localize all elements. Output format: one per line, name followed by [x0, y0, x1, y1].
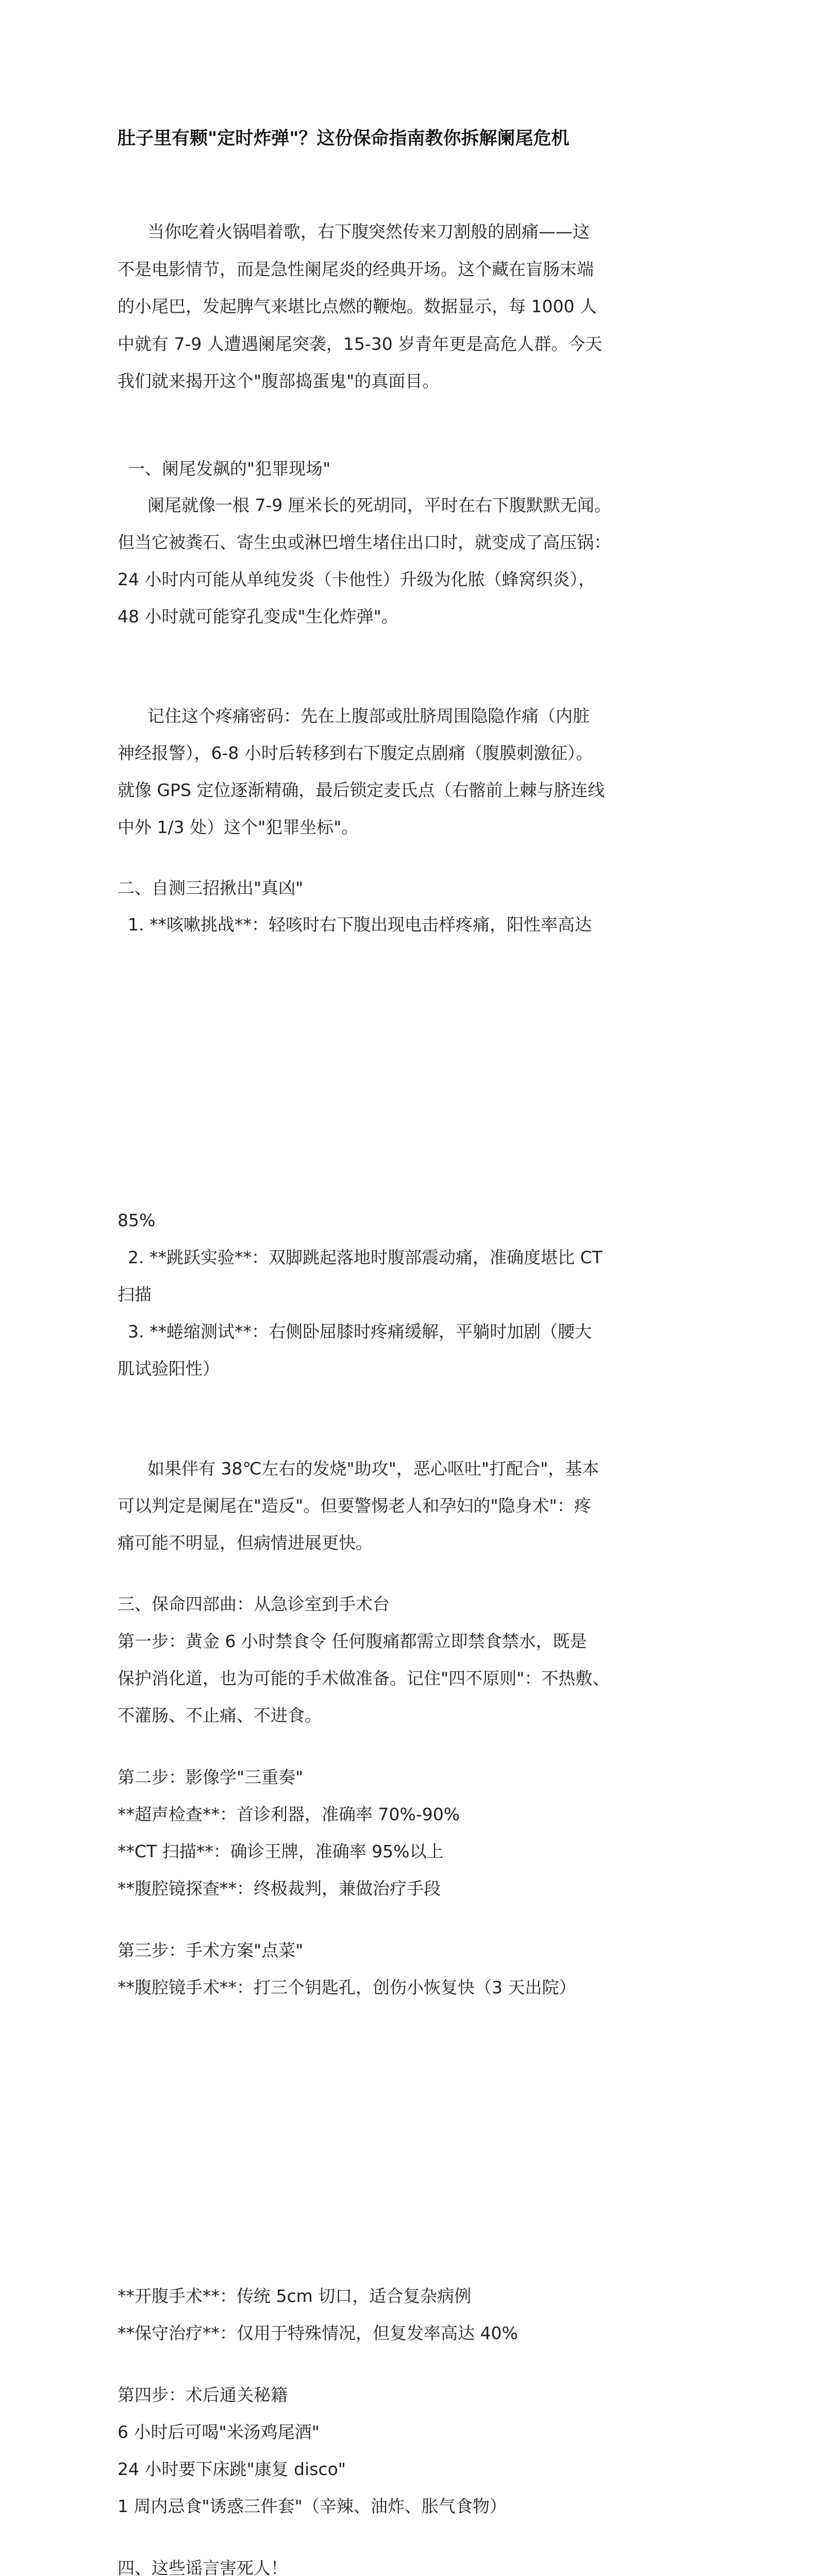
check-item-cough: 1. **咳嗽挑战**：轻咳时右下腹出现电击样疼痛，阳性率高达	[128, 914, 592, 935]
section-heading-1: 一、阑尾发飙的"犯罪现场"	[128, 459, 331, 479]
step4-title: 第四步：术后通关秘籍	[118, 2385, 288, 2405]
section1-para2-line: 中外 1/3 处）这个"犯罪坐标"。	[118, 817, 359, 837]
section-heading-4: 四、这些谣言害死人！	[118, 2558, 288, 2576]
check-item-cough-continued: 85%	[118, 1210, 156, 1230]
step4-item: 1 周内忌食"诱惑三件套"（辛辣、油炸、胀气食物）	[118, 2496, 507, 2516]
step2-title: 第二步：影像学"三重奏"	[118, 1767, 304, 1787]
step1-line: 第一步：黄金 6 小时禁食令 任何腹痛都需立即禁食禁水，既是	[118, 1631, 587, 1651]
section-heading-3: 三、保命四部曲：从急诊室到手术台	[118, 1594, 390, 1614]
section1-para2-line: 记住这个疼痛密码：先在上腹部或肚脐周围隐隐作痛（内脏	[147, 706, 590, 726]
section1-para1-line: 48 小时就可能穿孔变成"生化炸弹"。	[118, 606, 398, 626]
section-heading-2: 二、自测三招揪出"真凶"	[118, 878, 304, 898]
intro-line: 不是电影情节，而是急性阑尾炎的经典开场。这个藏在盲肠末端	[118, 259, 594, 279]
section1-para2-line: 就像 GPS 定位逐渐精确，最后锁定麦氏点（右髂前上棘与脐连线	[118, 780, 605, 800]
section2-para-line: 如果伴有 38℃左右的发烧"助攻"，恶心呕吐"打配合"，基本	[147, 1459, 599, 1479]
check-item-jump-continued: 扫描	[118, 1284, 152, 1304]
step4-item: 6 小时后可喝"米汤鸡尾酒"	[118, 2422, 320, 2442]
section1-para2-line: 神经报警），6-8 小时后转移到右下腹定点剧痛（腹膜刺激征）。	[118, 743, 593, 763]
step4-item: 24 小时要下床跳"康复 disco"	[118, 2459, 346, 2479]
step1-line: 保护消化道，也为可能的手术做准备。记住"四不原则"：不热敷、	[118, 1668, 610, 1688]
section2-para-line: 痛可能不明显，但病情进展更快。	[118, 1533, 373, 1553]
section2-para-line: 可以判定是阑尾在"造反"。但要警惕老人和孕妇的"隐身术"：疼	[118, 1496, 591, 1516]
check-item-jump: 2. **跳跃实验**：双脚跳起落地时腹部震动痛，准确度堪比 CT	[128, 1247, 603, 1267]
check-item-curl-continued: 肌试验阳性）	[118, 1359, 220, 1379]
section1-para1-line: 阑尾就像一根 7-9 厘米长的死胡同，平时在右下腹默默无闻。	[147, 495, 611, 515]
intro-line: 的小尾巴，发起脾气来堪比点燃的鞭炮。数据显示，每 1000 人	[118, 296, 597, 316]
step3-title: 第三步：手术方案"点菜"	[118, 1940, 304, 1960]
intro-line: 当你吃着火锅唱着歌，右下腹突然传来刀割般的剧痛——这	[147, 222, 590, 242]
check-item-curl: 3. **蜷缩测试**：右侧卧屈膝时疼痛缓解，平躺时加剧（腰大	[128, 1321, 592, 1342]
step3-item: **保守治疗**：仅用于特殊情况，但复发率高达 40%	[118, 2323, 518, 2343]
intro-line: 中就有 7-9 人遭遇阑尾突袭，15-30 岁青年更是高危人群。今天	[118, 334, 603, 354]
section1-para1-line: 但当它被粪石、寄生虫或淋巴增生堵住出口时，就变成了高压锅：	[118, 532, 611, 552]
section1-para1-line: 24 小时内可能从单纯发炎（卡他性）升级为化脓（蜂窝织炎），	[118, 569, 595, 589]
intro-line: 我们就来揭开这个"腹部捣蛋鬼"的真面目。	[118, 371, 440, 391]
step3-item: **开腹手术**：传统 5cm 切口，适合复杂病例	[118, 2286, 472, 2306]
step1-line: 不灌肠、不止痛、不进食。	[118, 1705, 322, 1725]
step3-item-laparoscopic: **腹腔镜手术**：打三个钥匙孔，创伤小恢复快（3 天出院）	[118, 1977, 576, 1997]
step2-item: **CT 扫描**：确诊王牌，准确率 95%以上	[118, 1841, 444, 1861]
article-title: 肚子里有颗"定时炸弹"？这份保命指南教你拆解阑尾危机	[118, 128, 570, 149]
step2-item: **超声检查**：首诊利器，准确率 70%-90%	[118, 1804, 460, 1824]
step2-item: **腹腔镜探查**：终极裁判，兼做治疗手段	[118, 1878, 441, 1899]
